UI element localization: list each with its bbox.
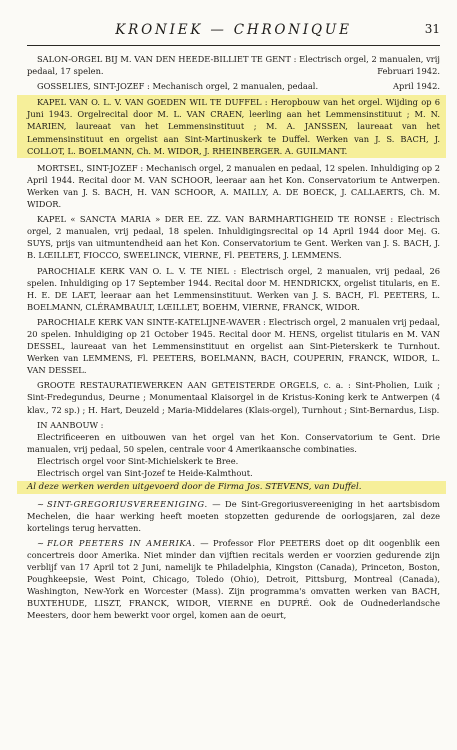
in-aanbouw-line: Electrificeeren en uitbouwen van het orgel van het Kon. Conservatorium te Gent. Drie manualen, vrij pedaal, 50 spelen, centrale voor 4 Amerikaansche combinaties. (27, 431, 440, 454)
in-aanbouw-line: Electrisch orgel van Sint-Jozef te Heide-Kalmthout. (37, 468, 253, 478)
section-title: FLOR PEETERS IN AMERIKA. (46, 537, 196, 548)
section-text: — Professor Flor PEETERS doet op dit oogenblik een concertreis door Amerika. Niet minder dan vijftien recitals werden er voorzien gedurende zijn verblijf van 17 April tot 2 Juni, namelijk te Philadelphia, Kingston (Canada), Princeton, Boston, Poughkeepsie, West Point, Chicago, Toledo (Ohio), Detroit, Pittsburg, Montreal (Canada), Washington, New-York en Worcester (Mass). Zijn programma's omvatten werken van BACH, BUXTEHUDE, LISZT, FRANCK, WIDOR, VIERNE en DUPRÉ. Ook de Oudnederlandsche Meesters, door hem bewerkt voor orgel, komen aan de oeurt, (27, 537, 441, 621)
section-text: — De Sint-Gregoriusvereeniging in het aartsbisdom Mechelen, die haar werking heeft moeten stopzetten gedurende de oorlogsjaren, zal deze kortelings terug hervatten. (27, 498, 440, 533)
entry-mortsel: MORTSEL, SINT-JOZEF : Mechanisch orgel, 2 manualen en pedaal, 12 spelen. Inhuldiging op 2 April 1944. Recital door M. VAN SCHOOR, leeraar aan het Kon. Conservatorium te Antwerpen. Werken van J. S. BACH, H. VAN SCHOOR, A. MAILLY, A. DE BOECK, J. CALLAERTS, Ch. M. WIDOR. (27, 162, 440, 210)
running-title: KRONIEK — CHRONIQUE (115, 22, 352, 38)
in-aanbouw-line: Electrisch orgel voor Sint-Michielskerk te Bree. (37, 455, 239, 466)
entry-date: Februari 1942. (377, 66, 440, 77)
header-rule (27, 45, 440, 46)
page-number: 31 (424, 22, 440, 36)
firma-note-highlighted: Al deze werken werden uitgevoerd door de Firma Jos. STEVENS, van Duffel. (17, 481, 446, 494)
section-flor-peeters (27, 537, 440, 622)
swash-ornament-icon: ~ (37, 537, 44, 548)
entry-restauratiewerken: GROOTE RESTAURATIEWERKEN AAN GETEISTERDE ORGELS, c. a. : Sint-Pholien, Luik ; Sint-Fredegundus, Deurne ; Monumentaal Klaisorgel in de Kristus-Koning kerk te Antwerpen (4 klav., 72 sp.) ; H. Hart, Deuzeld ; Maria-Middelares (Klais-orgel), Turnhout ; Sint-Bernardus, Lisp. (27, 380, 440, 415)
entry-sinte-katelijne-waver: PAROCHIALE KERK VAN SINTE-KATELIJNE-WAVER : Electrisch orgel, 2 manualen vrij pedaal, 20 spelen. Inhuldiging op 21 October 1945. Recital door M. HENS, orgelist titularis en M. VAN DESSEL, laureaat van het Lemmensinstituut en orgelist aan Sint-Pieterskerk te Turnhout. Werken van LEMMENS, Fl. PEETERS, BOELMANN, BACH, COUPERIN, FRANCK, WIDOR, L. VAN DESSEL. (27, 316, 440, 376)
entry-date: April 1942. (393, 81, 440, 92)
section-title: SINT-GREGORIUSVEREENIGING. (46, 498, 208, 509)
swash-ornament-icon: ~ (37, 498, 44, 509)
entry-salon-orgel: SALON-ORGEL BIJ M. VAN DEN HEEDE-BILLIET TE GENT : Electrisch orgel, 2 manualen, vrij pedaal, 17 spelen. Februari 1942. (27, 54, 440, 77)
entry-kapel-duffel-highlighted: KAPEL VAN O. L. V. VAN GOEDEN WIL TE DUFFEL : Heropbouw van het orgel. Wijding op 6 Juni 1943. Orgelrecital door M. L. VAN CRAEN, leerling aan het Lemmensinstituut ; M. N. MARIEN, laureaat van het Lemmensinstituut ; M. A. JANSSEN, laureaat van het Lemmensinstituut en orgelist aan Sint-Martinuskerk te Duffel. Werken van J. S. BACH, J. COLLOT, L. BOELMANN, Ch. M. WIDOR, J. RHEINBERGER. A. GUILMANT. (17, 95, 446, 157)
section-sint-gregorius (27, 498, 440, 534)
entry-gosselies: GOSSELIES, SINT-JOZEF : Mechanisch orgel, 2 manualen, pedaal. April 1942. (37, 81, 440, 92)
in-aanbouw-title: IN AANBOUW : (37, 419, 104, 430)
entry-niel: PAROCHIALE KERK VAN O. L. V. TE NIEL : Electrisch orgel, 2 manualen, vrij pedaal, 26 spelen. Inhuldiging op 17 September 1944. Recital door M. HENDRICKX, orgelist titularis, en E. H. E. DE LAET, leeraar aan het Lemmensinstituut. Werken van J. S. BACH, Fl. PEETERS, L. BOELMANN, CLÉRAMBAULT, LŒILLET, BOEHM, VIERNE, FRANCK, WIDOR. (27, 265, 440, 312)
entry-kapel-ronse: KAPEL « SANCTA MARIA » DER EE. ZZ. VAN BARMHARTIGHEID TE RONSE : Electrisch orgel, 2 manualen, vrij pedaal, 18 spelen. Inhuldigingsrecital op 14 April 1944 door Mej. G. SUYS, prijs van uitmuntendheid aan het Kon. Conservatorium te Gent. Werken van J. S. BACH, J. B. LŒILLET, FIOCCO, SWEELINCK, VIERNE, Fl. PEETERS, J. LEMMENS. (27, 214, 440, 261)
page-header (27, 22, 440, 42)
